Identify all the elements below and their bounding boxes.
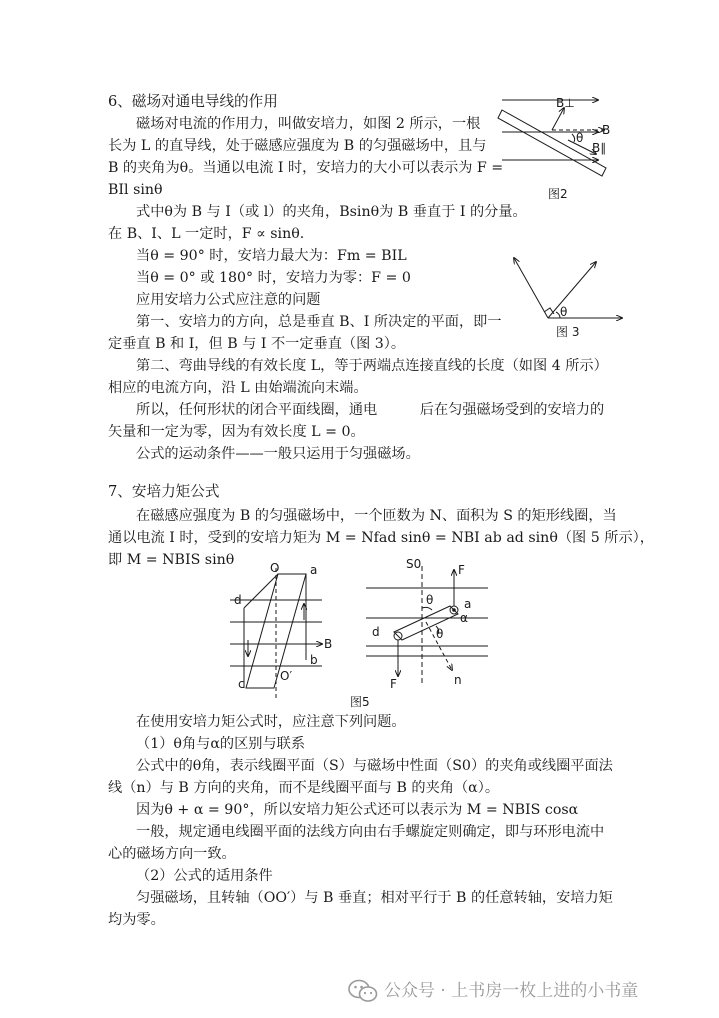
fig2-label-theta: θ: [576, 131, 584, 145]
section-6-heading: 6、磁场对通电导线的作用: [108, 93, 278, 110]
fig5-right-label-alpha: α: [460, 611, 468, 625]
fig5-right-label-d: d: [372, 625, 380, 639]
paragraph-line: 式中θ为 B 与 I（或 l）的夹角，Bsinθ为 B 垂直于 I 的分量。: [136, 204, 527, 220]
vector-lines: [514, 258, 622, 318]
fig5-left-coil: [244, 568, 306, 700]
fig5-left-label-c: c: [238, 677, 245, 691]
fig5-left-label-b-field: B: [324, 637, 333, 651]
figure-3: [508, 256, 624, 340]
fig5-left-label-d: d: [234, 593, 242, 607]
paragraph-line: 因为θ + α = 90°，所以安培力矩公式还可以表示为 M = NBIS cosα: [136, 802, 579, 818]
subheading: （2）公式的适用条件: [136, 868, 273, 884]
fig5-left-label-o2: O′: [280, 669, 293, 683]
fig2-label-b-perp: B⊥: [556, 96, 575, 110]
fig5-right-label-f-down: F: [390, 677, 397, 691]
fig5-right-coil: [394, 566, 458, 686]
paragraph-line: 在 B、I、L 一定时，F ∝ sinθ.: [108, 226, 305, 242]
paragraph-line: 磁场对电流的作用力，叫做安培力，如图 2 所示，一根: [136, 116, 481, 132]
paragraph-line: 定垂直 B 和 I，但 B 与 I 不一定垂直（图 3）。: [108, 336, 406, 352]
section-7-heading: 7、安培力矩公式: [108, 483, 220, 500]
conductor-rod: [498, 110, 606, 176]
paragraph-line: 当θ = 0° 或 180° 时，安培力为零：F = 0: [136, 270, 411, 286]
paragraph-line: 在使用安培力矩公式时，应注意下列问题。: [136, 714, 406, 730]
fig3-label-theta: θ: [560, 305, 568, 319]
subheading: （1）θ角与α的区别与联系: [136, 736, 306, 752]
paragraph-line: 相应的电流方向，沿 L 由始端流向末端。: [108, 380, 368, 396]
paragraph-line: 第二、弯曲导线的有效长度 L，等于两端点连接直线的长度（如图 4 所示）: [136, 358, 608, 374]
paragraph-line: 长为 L 的直导线，处于磁感应强度为 B 的匀强磁场中，且与: [108, 138, 487, 154]
paragraph-line: 所以，任何形状的闭合平面线圈，通电 后在匀强磁场受到的安培力的: [136, 402, 605, 418]
fig5-caption: 图5: [350, 695, 370, 709]
fig2-caption: 图2: [548, 187, 568, 201]
fig2-label-b: B: [602, 123, 611, 137]
figure-2: [498, 88, 611, 206]
fig5-right-label-theta2: θ: [436, 627, 444, 641]
fig5-left-label-b: b: [310, 653, 318, 667]
paragraph-line: B 的夹角为θ。当通以电流 I 时，安培力的大小可以表示为 F =: [108, 160, 504, 176]
paragraph-line: 在磁感应强度为 B 的匀强磁场中，一个匝数为 N、面积为 S 的矩形线圈，当: [136, 508, 617, 524]
paragraph-line: 公式的运动条件——一般只运用于匀强磁场。: [136, 446, 420, 462]
fig3-caption: 图 3: [556, 325, 580, 339]
paragraph-line: 通以电流 I 时，受到的安培力矩为 M = Nfad sinθ = NBI ab ad sinθ（图 5 所示），: [108, 530, 654, 546]
fig5-left-label-o: O: [270, 561, 280, 575]
paragraph-line: 均为零。: [108, 912, 165, 928]
paragraph-line: 第一、安培力的方向，总是垂直 B、I 所决定的平面，即一: [136, 314, 502, 330]
paragraph-line: 矢量和一定为零，因为有效长度 L = 0。: [108, 424, 365, 440]
fig5-right-label-a: a: [464, 597, 472, 611]
figure-5: [226, 557, 496, 710]
formula-line: BIl sinθ: [108, 182, 163, 198]
fig5-left-label-a: a: [310, 563, 318, 577]
paragraph-line: 应用安培力公式应注意的问题: [136, 292, 321, 308]
paragraph-line: 一般，规定通电线圈平面的法线方向由右手螺旋定则确定，即与环形电流中: [136, 824, 605, 840]
fig2-label-b-par: B∥: [592, 141, 607, 155]
paragraph-line: 心的磁场方向一致。: [108, 846, 236, 862]
fig5-right-label-s0: S0: [406, 557, 422, 571]
paragraph-line: 匀强磁场，且转轴（OO′）与 B 垂直；相对平行于 B 的任意转轴，安培力矩: [136, 890, 613, 906]
fig5-right-label-theta1: θ: [426, 593, 434, 607]
paragraph-line: 线（n）与 B 方向的夹角，而不是线圈平面与 B 的夹角（α）。: [108, 780, 500, 796]
wechat-icon: [348, 978, 378, 1004]
paragraph-line: 当θ = 90° 时，安培力最大为：Fm = BIL: [136, 248, 407, 264]
fig5-right-label-f-up: F: [458, 563, 465, 577]
watermark: [348, 976, 708, 1008]
fig5-right-label-n: n: [454, 673, 462, 687]
formula-line: 即 M = NBIS sinθ: [108, 552, 235, 568]
paragraph-line: 公式中的θ角，表示线圈平面（S）与磁场中性面（S0）的夹角或线圈平面法: [136, 758, 613, 774]
watermark-text: 公众号 · 上书房一枚上进的小书童: [384, 981, 639, 1001]
